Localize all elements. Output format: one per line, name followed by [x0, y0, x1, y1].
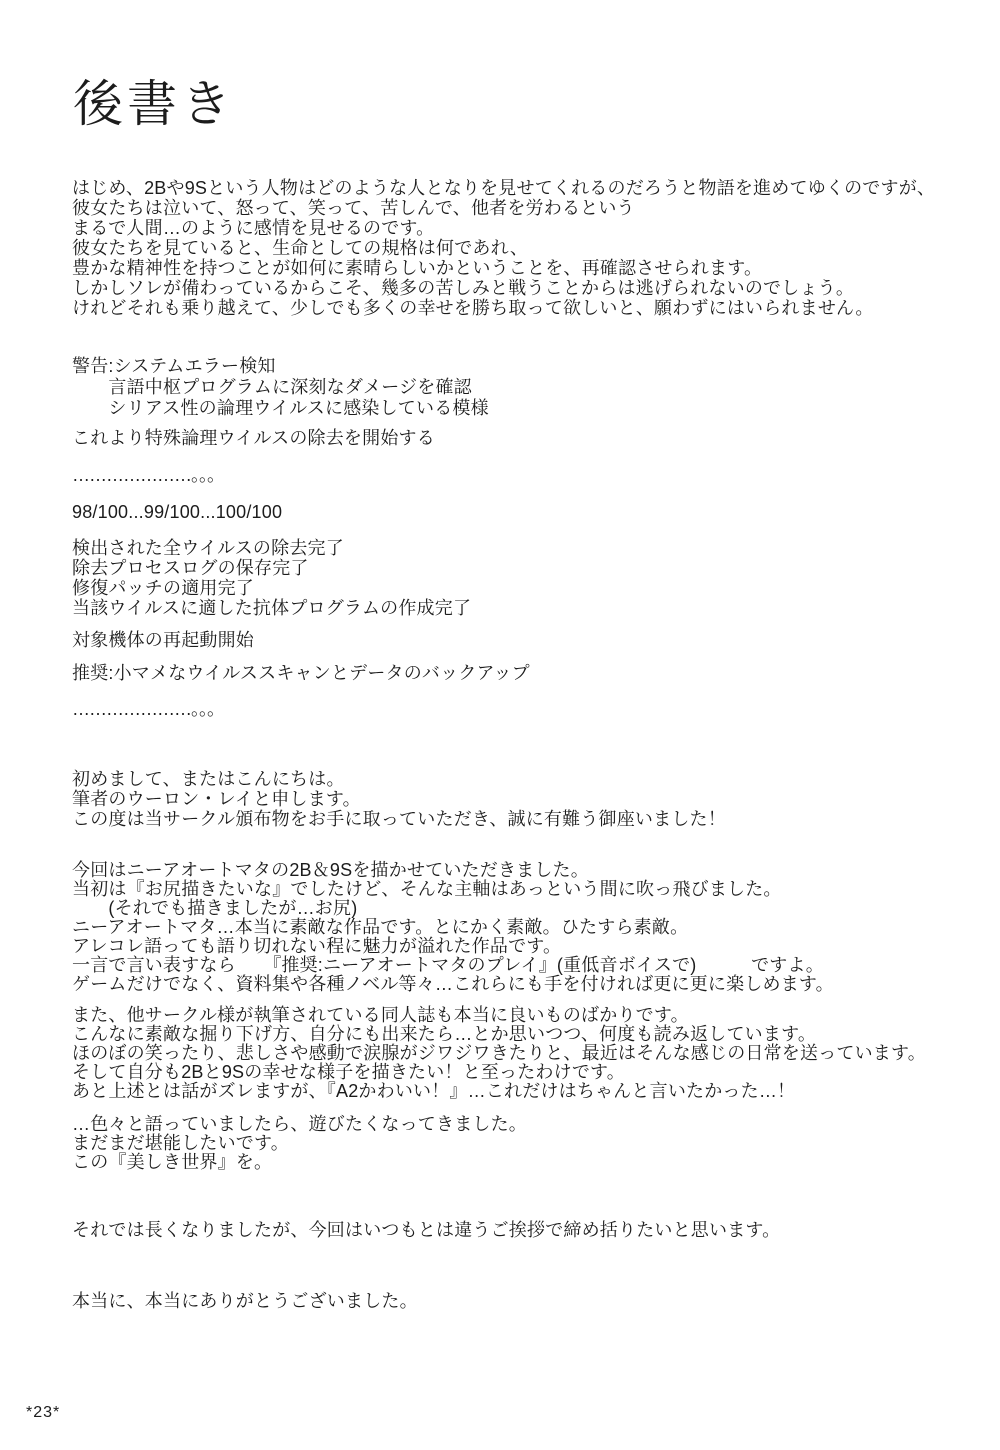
- text-line: ゲームだけでなく、資料集や各種ノベル等々…これらにも手を付ければ更に更に楽しめます。: [72, 974, 834, 994]
- text-line: 豊かな精神性を持つことが如何に素晴らしいかということを、再確認させられます。: [72, 258, 763, 278]
- system-dots-2: [72, 699, 224, 719]
- text-line: 彼女たちを見ていると、生命としての規格は何であれ、: [72, 238, 529, 258]
- system-progress-line: [72, 502, 282, 522]
- text-line: しかしソレが備わっているからこそ、幾多の苦しみと戦うことからは逃げられないのでしょう。: [72, 278, 855, 298]
- text-line: 当初は『お尻描きたいな』でしたけど、そんな主軸はあっという間に吹っ飛びました。: [72, 879, 782, 899]
- text-line: あと上述とは話がズレますが、『A2かわいい！』…これだけはちゃんと言いたかった…！: [72, 1081, 796, 1101]
- text-line: それでは長くなりましたが、今回はいつもとは違うご挨拶で締め括りたいと思います。: [72, 1220, 781, 1240]
- text-line: そして自分も2Bと9Sの幸せな様子を描きたい！と至ったわけです。: [72, 1062, 625, 1082]
- text-line: …………………。。。: [72, 699, 224, 719]
- text-line: 本当に、本当にありがとうございました。: [72, 1291, 418, 1311]
- system-results-block: [72, 538, 471, 618]
- text-line: 一言で言い表すなら 『推奨:ニーアオートマタのプレイ』(重低音ボイスで) ですよ。: [72, 955, 824, 975]
- text-line: (それでも描きましたが…お尻): [72, 898, 358, 918]
- text-line: これより特殊論理ウイルスの除去を開始する: [72, 428, 435, 448]
- text-line: まだまだ堪能したいです。: [72, 1133, 289, 1153]
- text-line: 言語中枢プログラムに深刻なダメージを確認: [72, 377, 472, 397]
- text-line: 修復パッチの適用完了: [72, 578, 254, 598]
- system-reboot-line: [72, 630, 254, 650]
- about-work-paragraph: [72, 861, 834, 994]
- system-recommend-line: [72, 663, 530, 683]
- text-line: この『美しき世界』を。: [72, 1152, 273, 1172]
- text-line: 初めまして、またはこんにちは。: [72, 769, 345, 789]
- text-line: 推奨:小マメなウイルススキャンとデータのバックアップ: [72, 663, 530, 683]
- about-doujin-paragraph: [72, 1006, 926, 1101]
- text-line: 除去プロセスログの保存完了: [72, 558, 309, 578]
- text-line: けれどそれも乗り越えて、少しでも多くの幸せを勝ち取って欲しいと、願わずにはいられません。: [72, 298, 874, 318]
- text-line: はじめ、2Bや9Sという人物はどのような人となりを見せてくれるのだろうと物語を進めてゆくのですが、: [72, 178, 936, 198]
- text-line: 警告:システムエラー検知: [72, 356, 276, 376]
- text-line: 対象機体の再起動開始: [72, 630, 254, 650]
- text-line: 彼女たちは泣いて、怒って、笑って、苦しんで、他者を労わるという: [72, 198, 635, 218]
- text-line: 今回はニーアオートマタの2B＆9Sを描かせていただきました。: [72, 860, 589, 880]
- text-line: こんなに素敵な掘り下げ方、自分にも出来たら…とか思いつつ、何度も読み返しています。: [72, 1024, 817, 1044]
- text-line: ニーアオートマタ…本当に素敵な作品です。とにかく素敵。ひたすら素敵。: [72, 917, 689, 937]
- greeting-paragraph: [72, 769, 726, 829]
- text-line: まるで人間…のように感情を見せるのです。: [72, 218, 435, 238]
- page-title: 後書き: [73, 76, 235, 132]
- text-line: 当該ウイルスに適した抗体プログラムの作成完了: [72, 598, 472, 618]
- text-line: 検出された全ウイルスの除去完了: [72, 538, 344, 558]
- intro-paragraph: [72, 178, 935, 318]
- thanks-line: [72, 1291, 418, 1311]
- page-number: *23*: [26, 1404, 61, 1421]
- system-dots-1: [72, 465, 224, 485]
- text-line: シリアス性の論理ウイルスに感染している模様: [72, 398, 489, 418]
- text-line: …色々と語っていましたら、遊びたくなってきました。: [72, 1114, 527, 1134]
- musing-paragraph: [72, 1115, 527, 1172]
- text-line: ほのぼの笑ったり、悲しさや感動で涙腺がジワジワきたりと、最近はそんな感じの日常を送っています。: [72, 1043, 926, 1063]
- text-line: この度は当サークル頒布物をお手に取っていただき、誠に有難う御座いました！: [72, 809, 726, 829]
- system-warning-block: [72, 356, 489, 419]
- closing-line: [72, 1220, 780, 1240]
- text-line: 98/100...99/100...100/100: [72, 502, 283, 522]
- text-line: また、他サークル様が執筆されている同人誌も本当に良いものばかりです。: [72, 1005, 689, 1025]
- text-line: 筆者のウーロン・レイと申します。: [72, 789, 361, 809]
- text-line: アレコレ語っても語り切れない程に魅力が溢れた作品です。: [72, 936, 562, 956]
- text-line: …………………。。。: [72, 465, 224, 485]
- system-start-line: [72, 428, 435, 448]
